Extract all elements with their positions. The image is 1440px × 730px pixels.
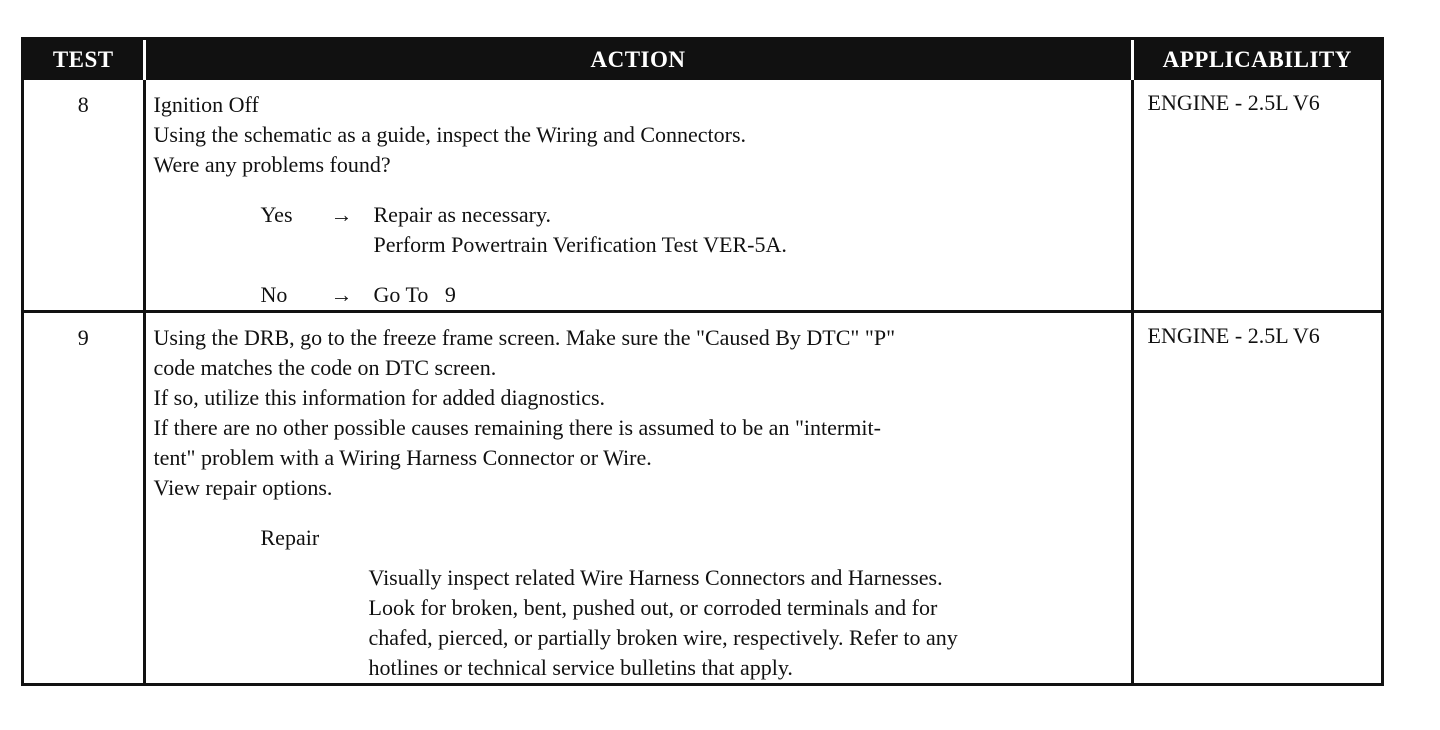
arrow-right-icon: → bbox=[330, 202, 353, 227]
action-line: View repair options. bbox=[153, 475, 333, 500]
action-line: Ignition Off bbox=[153, 92, 259, 117]
repair-label: Repair bbox=[260, 525, 320, 550]
table-row-test-8 bbox=[24, 80, 1381, 312]
answer-yes bbox=[261, 200, 1123, 260]
test-number-cell: 9 bbox=[24, 312, 144, 684]
answer-no-label: No bbox=[260, 282, 288, 307]
arrow-right-icon: → bbox=[330, 282, 353, 307]
action-line: Using the schematic as a guide, inspect the Wiring and Connectors. bbox=[153, 122, 747, 147]
repair-line: Visually inspect related Wire Harness Connectors and Harnesses. bbox=[368, 565, 943, 590]
table-header-row bbox=[24, 40, 1381, 80]
action-line: If there are no other possible causes remaining there is assumed to be an "intermit- bbox=[153, 415, 881, 440]
repair-text bbox=[369, 563, 1123, 683]
answer-no bbox=[261, 280, 1123, 310]
answer-no-text bbox=[374, 280, 456, 310]
test-table bbox=[24, 40, 1381, 683]
test-number-cell: 8 bbox=[24, 80, 144, 312]
table-row-test-9 bbox=[24, 312, 1381, 684]
action-line: Were any problems found? bbox=[153, 152, 391, 177]
applicability-cell: ENGINE - 2.5L V6 bbox=[1147, 90, 1320, 115]
header-applicability: APPLICABILITY bbox=[1132, 40, 1381, 80]
answer-line: Repair as necessary. bbox=[373, 202, 552, 227]
answer-line: Perform Powertrain Verification Test VER-5A. bbox=[373, 232, 787, 257]
action-line: code matches the code on DTC screen. bbox=[153, 355, 497, 380]
action-cell bbox=[144, 312, 1132, 684]
action-line: tent" problem with a Wiring Harness Connector or Wire. bbox=[153, 445, 652, 470]
answer-yes-text bbox=[374, 200, 787, 260]
repair-line: hotlines or technical service bulletins that apply. bbox=[368, 655, 793, 680]
action-line: Using the DRB, go to the freeze frame screen. Make sure the "Caused By DTC" "P" bbox=[153, 325, 896, 350]
applicability-cell: ENGINE - 2.5L V6 bbox=[1132, 312, 1381, 684]
action-line: If so, utilize this information for added diagnostics. bbox=[153, 385, 606, 410]
repair-line: Look for broken, bent, pushed out, or corroded terminals and for bbox=[368, 595, 938, 620]
header-action: ACTION bbox=[144, 40, 1132, 80]
diagnostic-test-table bbox=[21, 37, 1384, 686]
repair-line: chafed, pierced, or partially broken wire, respectively. Refer to any bbox=[368, 625, 958, 650]
answer-line: Go To 9 bbox=[373, 282, 456, 307]
answer-yes-label: Yes bbox=[260, 202, 293, 227]
action-cell bbox=[144, 80, 1132, 312]
header-test: TEST bbox=[24, 40, 144, 80]
